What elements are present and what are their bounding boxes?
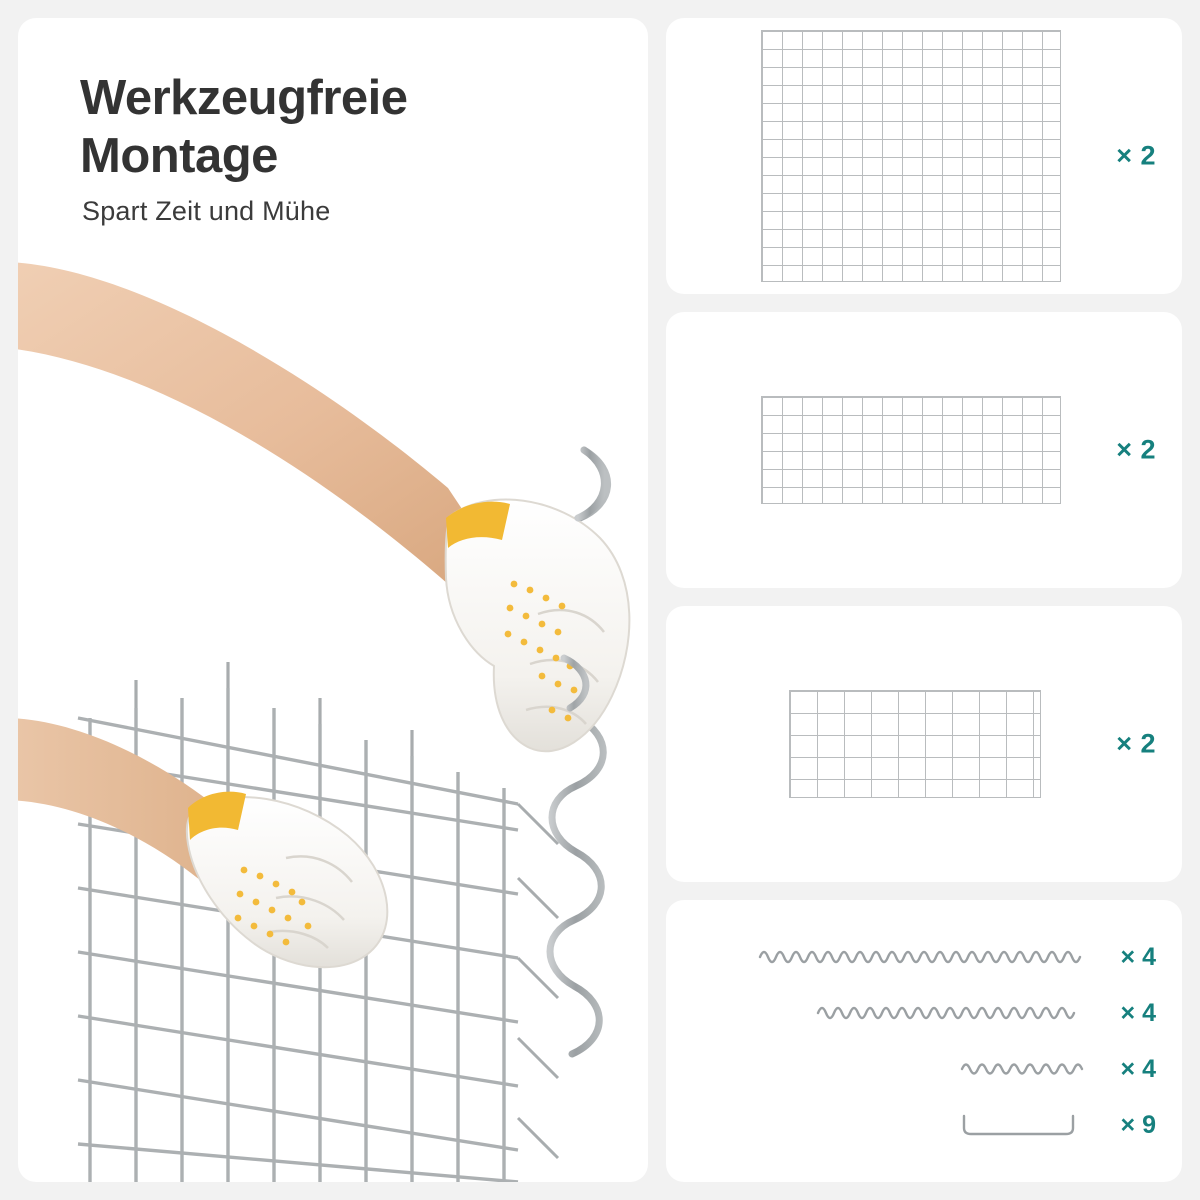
part-card-fasteners: [666, 900, 1182, 1182]
parts-list: [666, 18, 1182, 1182]
quantity-mesh-wide-coarse: × 2: [1116, 728, 1156, 759]
part-card-mesh-wide-coarse: [666, 606, 1182, 882]
quantity-spiral-medium: × 4: [1120, 998, 1156, 1027]
spiral-short-icon: [666, 1054, 1100, 1084]
mesh-long-narrow-icon: [761, 396, 1061, 504]
quantity-mesh-large-square: × 2: [1116, 140, 1156, 171]
fastener-row-spiral-long: [666, 934, 1156, 980]
part-card-mesh-large-square: [666, 18, 1182, 294]
assembly-photo: [18, 18, 648, 1182]
hero-panel: [18, 18, 648, 1182]
spiral-long-icon: [666, 942, 1100, 972]
u-clip-icon: [666, 1112, 1100, 1138]
mesh-large-square-icon: [761, 30, 1061, 282]
quantity-spiral-short: × 4: [1120, 1054, 1156, 1083]
fastener-row-u-clip: [666, 1102, 1156, 1148]
fastener-row-spiral-medium: [666, 990, 1156, 1036]
page-title: Werkzeugfreie Montage: [80, 71, 408, 183]
part-card-mesh-long-narrow: [666, 312, 1182, 588]
quantity-u-clip: × 9: [1120, 1110, 1156, 1139]
quantity-spiral-long: × 4: [1120, 942, 1156, 971]
mesh-wide-coarse-icon: [789, 690, 1041, 798]
spiral-medium-icon: [666, 998, 1100, 1028]
page-subtitle: Spart Zeit und Mühe: [82, 196, 331, 226]
quantity-mesh-long-narrow: × 2: [1116, 434, 1156, 465]
fastener-row-spiral-short: [666, 1046, 1156, 1092]
